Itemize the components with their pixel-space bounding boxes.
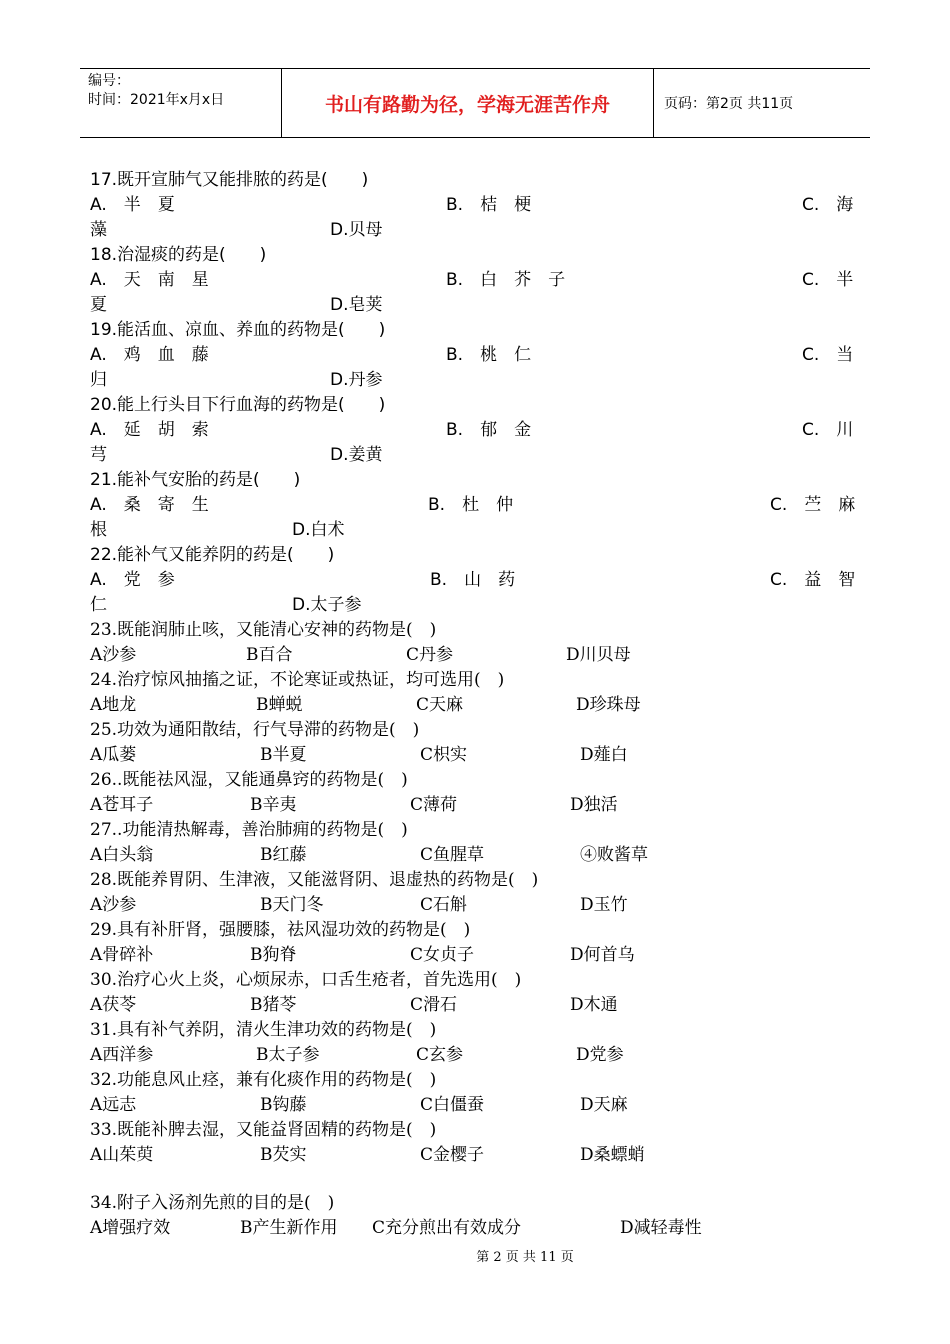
option-c: C. 当 [802,345,854,365]
option-d: D木通 [570,995,618,1015]
question-options [0,993,950,1018]
question-stem: 18.治湿痰的药是( ) [90,245,267,265]
option-b: B百合 [246,645,293,665]
question-options [0,843,950,868]
question-stem: 21.能补气安胎的药是( ) [90,470,301,490]
question-options [0,1093,950,1118]
question-stem: 30.治疗心火上炎，心烦尿赤，口舌生疮者，首先选用( ) [90,970,522,990]
option-a: A瓜蒌 [90,745,137,765]
option-c: C石斛 [420,895,468,915]
option-d: D玉竹 [580,895,628,915]
option-b: B. 桃 仁 [446,345,532,365]
option-d: D桑螵蛸 [580,1145,645,1165]
option-b: B. 白 芥 子 [446,270,566,290]
option-c: C. 川 [802,420,854,440]
option-b: B产生新作用 [240,1218,338,1238]
option-d: D减轻毒性 [620,1218,702,1238]
option-b: B. 山 药 [430,570,516,590]
question-stem: 34.附子入汤剂先煎的目的是( ) [90,1193,335,1213]
option-b: B钩藤 [260,1095,307,1115]
option-c: C丹参 [406,645,454,665]
option-c: C. 海 [802,195,854,215]
question-stem: 26..既能祛风湿，又能通鼻窍的药物是( ) [90,770,408,790]
option-d: ④败酱草 [580,845,648,865]
option-b: B. 郁 金 [446,420,532,440]
option-c: C天麻 [416,695,464,715]
option-a: A. 党 参 [90,570,175,590]
option-c: C薄荷 [410,795,458,815]
question-options [0,893,950,918]
option-d: D.姜黄 [330,445,383,465]
option-c: C. 半 [802,270,854,290]
option-c: C玄参 [416,1045,464,1065]
option-c: C金樱子 [420,1145,485,1165]
question-stem: 24.治疗惊风抽搐之证，不论寒证或热证，均可选用( ) [90,670,505,690]
question-options [0,1143,950,1168]
page-footer: 第 2 页 共 11 页 [476,1250,574,1265]
option-b: B蝉蜕 [256,695,303,715]
option-c: C. 益 智 [770,570,856,590]
option-a: A. 延 胡 索 [90,420,209,440]
option-d: D.丹参 [330,370,383,390]
option-c-wrap: 根 [90,520,107,540]
option-c: C鱼腥草 [420,845,485,865]
option-b: B狗脊 [250,945,297,965]
header-time: 时间：2021年x月x日 [88,92,225,108]
question-options [0,568,950,593]
question-options [0,193,950,218]
option-c: C白僵蚕 [420,1095,485,1115]
option-c: C充分煎出有效成分 [372,1218,522,1238]
option-d: D珍珠母 [576,695,641,715]
option-a: A增强疗效 [90,1218,171,1238]
question-stem: 33.既能补脾去湿，又能益肾固精的药物是( ) [90,1120,437,1140]
question-options-wrap [0,443,950,468]
option-d: D.白术 [292,520,345,540]
question-options [0,643,950,668]
question-options [0,343,950,368]
option-a: A沙参 [90,895,137,915]
header-page-number: 页码：第2页 共11页 [664,96,794,112]
question-options-wrap [0,368,950,393]
option-a: A. 半 夏 [90,195,175,215]
question-options [0,1216,950,1241]
option-c: C女贞子 [410,945,475,965]
question-list [0,168,950,1241]
option-c: C. 苎 麻 [770,495,856,515]
question-options [0,793,950,818]
option-d: D.太子参 [292,595,362,615]
question-options [0,493,950,518]
question-options [0,743,950,768]
option-a: A远志 [90,1095,137,1115]
option-d: D何首乌 [570,945,635,965]
question-stem: 20.能上行头目下行血海的药物是( ) [90,395,386,415]
question-options [0,1043,950,1068]
option-a: A地龙 [90,695,137,715]
option-c: C枳实 [420,745,468,765]
question-stem: 29.具有补肝肾，强腰膝，祛风湿功效的药物是( ) [90,920,471,940]
option-a: A苍耳子 [90,795,154,815]
option-c-wrap: 藻 [90,220,107,240]
option-b: B猪苓 [250,995,297,1015]
option-b: B辛夷 [250,795,297,815]
question-options [0,418,950,443]
option-b: B太子参 [256,1045,320,1065]
header-meta [80,69,282,137]
question-stem: 28.既能养胃阴、生津液，又能滋肾阴、退虚热的药物是( ) [90,870,539,890]
question-options [0,693,950,718]
option-b: B半夏 [260,745,307,765]
option-a: A白头翁 [90,845,154,865]
question-stem: 27..功能清热解毒，善治肺痈的药物是( ) [90,820,408,840]
question-options [0,268,950,293]
option-a: A骨碎补 [90,945,154,965]
option-a: A. 天 南 星 [90,270,209,290]
option-b: B. 杜 仲 [428,495,514,515]
header-motto: 书山有路勤为径，学海无涯苦作舟 [282,69,654,137]
option-b: B天门冬 [260,895,324,915]
option-a: A茯苓 [90,995,137,1015]
option-a: A西洋参 [90,1045,154,1065]
option-a: A山茱萸 [90,1145,154,1165]
question-stem: 25.功效为通阳散结，行气导滞的药物是( ) [90,720,420,740]
header-number: 编号： [88,73,130,89]
option-d: D独活 [570,795,618,815]
spacer [0,1168,950,1191]
question-options-wrap [0,518,950,543]
question-options [0,943,950,968]
option-a: A. 桑 寄 生 [90,495,209,515]
option-b: B. 桔 梗 [446,195,532,215]
question-stem: 19.能活血、凉血、养血的药物是( ) [90,320,386,340]
question-options-wrap [0,293,950,318]
option-d: D薤白 [580,745,628,765]
option-d: D.皂荚 [330,295,383,315]
question-stem: 22.能补气又能养阴的药是( ) [90,545,335,565]
question-stem: 31.具有补气养阴，清火生津功效的药物是( ) [90,1020,437,1040]
option-a: A. 鸡 血 藤 [90,345,209,365]
option-c-wrap: 仁 [90,595,107,615]
question-stem: 23.既能润肺止咳，又能清心安神的药物是( ) [90,620,437,640]
option-d: D.贝母 [330,220,383,240]
option-d: D天麻 [580,1095,628,1115]
option-c-wrap: 归 [90,370,107,390]
option-b: B芡实 [260,1145,307,1165]
option-c: C滑石 [410,995,458,1015]
option-d: D党参 [576,1045,624,1065]
option-b: B红藤 [260,845,307,865]
question-options-wrap [0,593,950,618]
option-c-wrap: 夏 [90,295,107,315]
page-header [80,68,870,138]
option-d: D川贝母 [566,645,631,665]
question-stem: 32.功能息风止痉，兼有化痰作用的药物是( ) [90,1070,437,1090]
option-c-wrap: 芎 [90,445,107,465]
question-stem: 17.既开宣肺气又能排脓的药是( ) [90,170,369,190]
option-a: A沙参 [90,645,137,665]
question-options-wrap [0,218,950,243]
